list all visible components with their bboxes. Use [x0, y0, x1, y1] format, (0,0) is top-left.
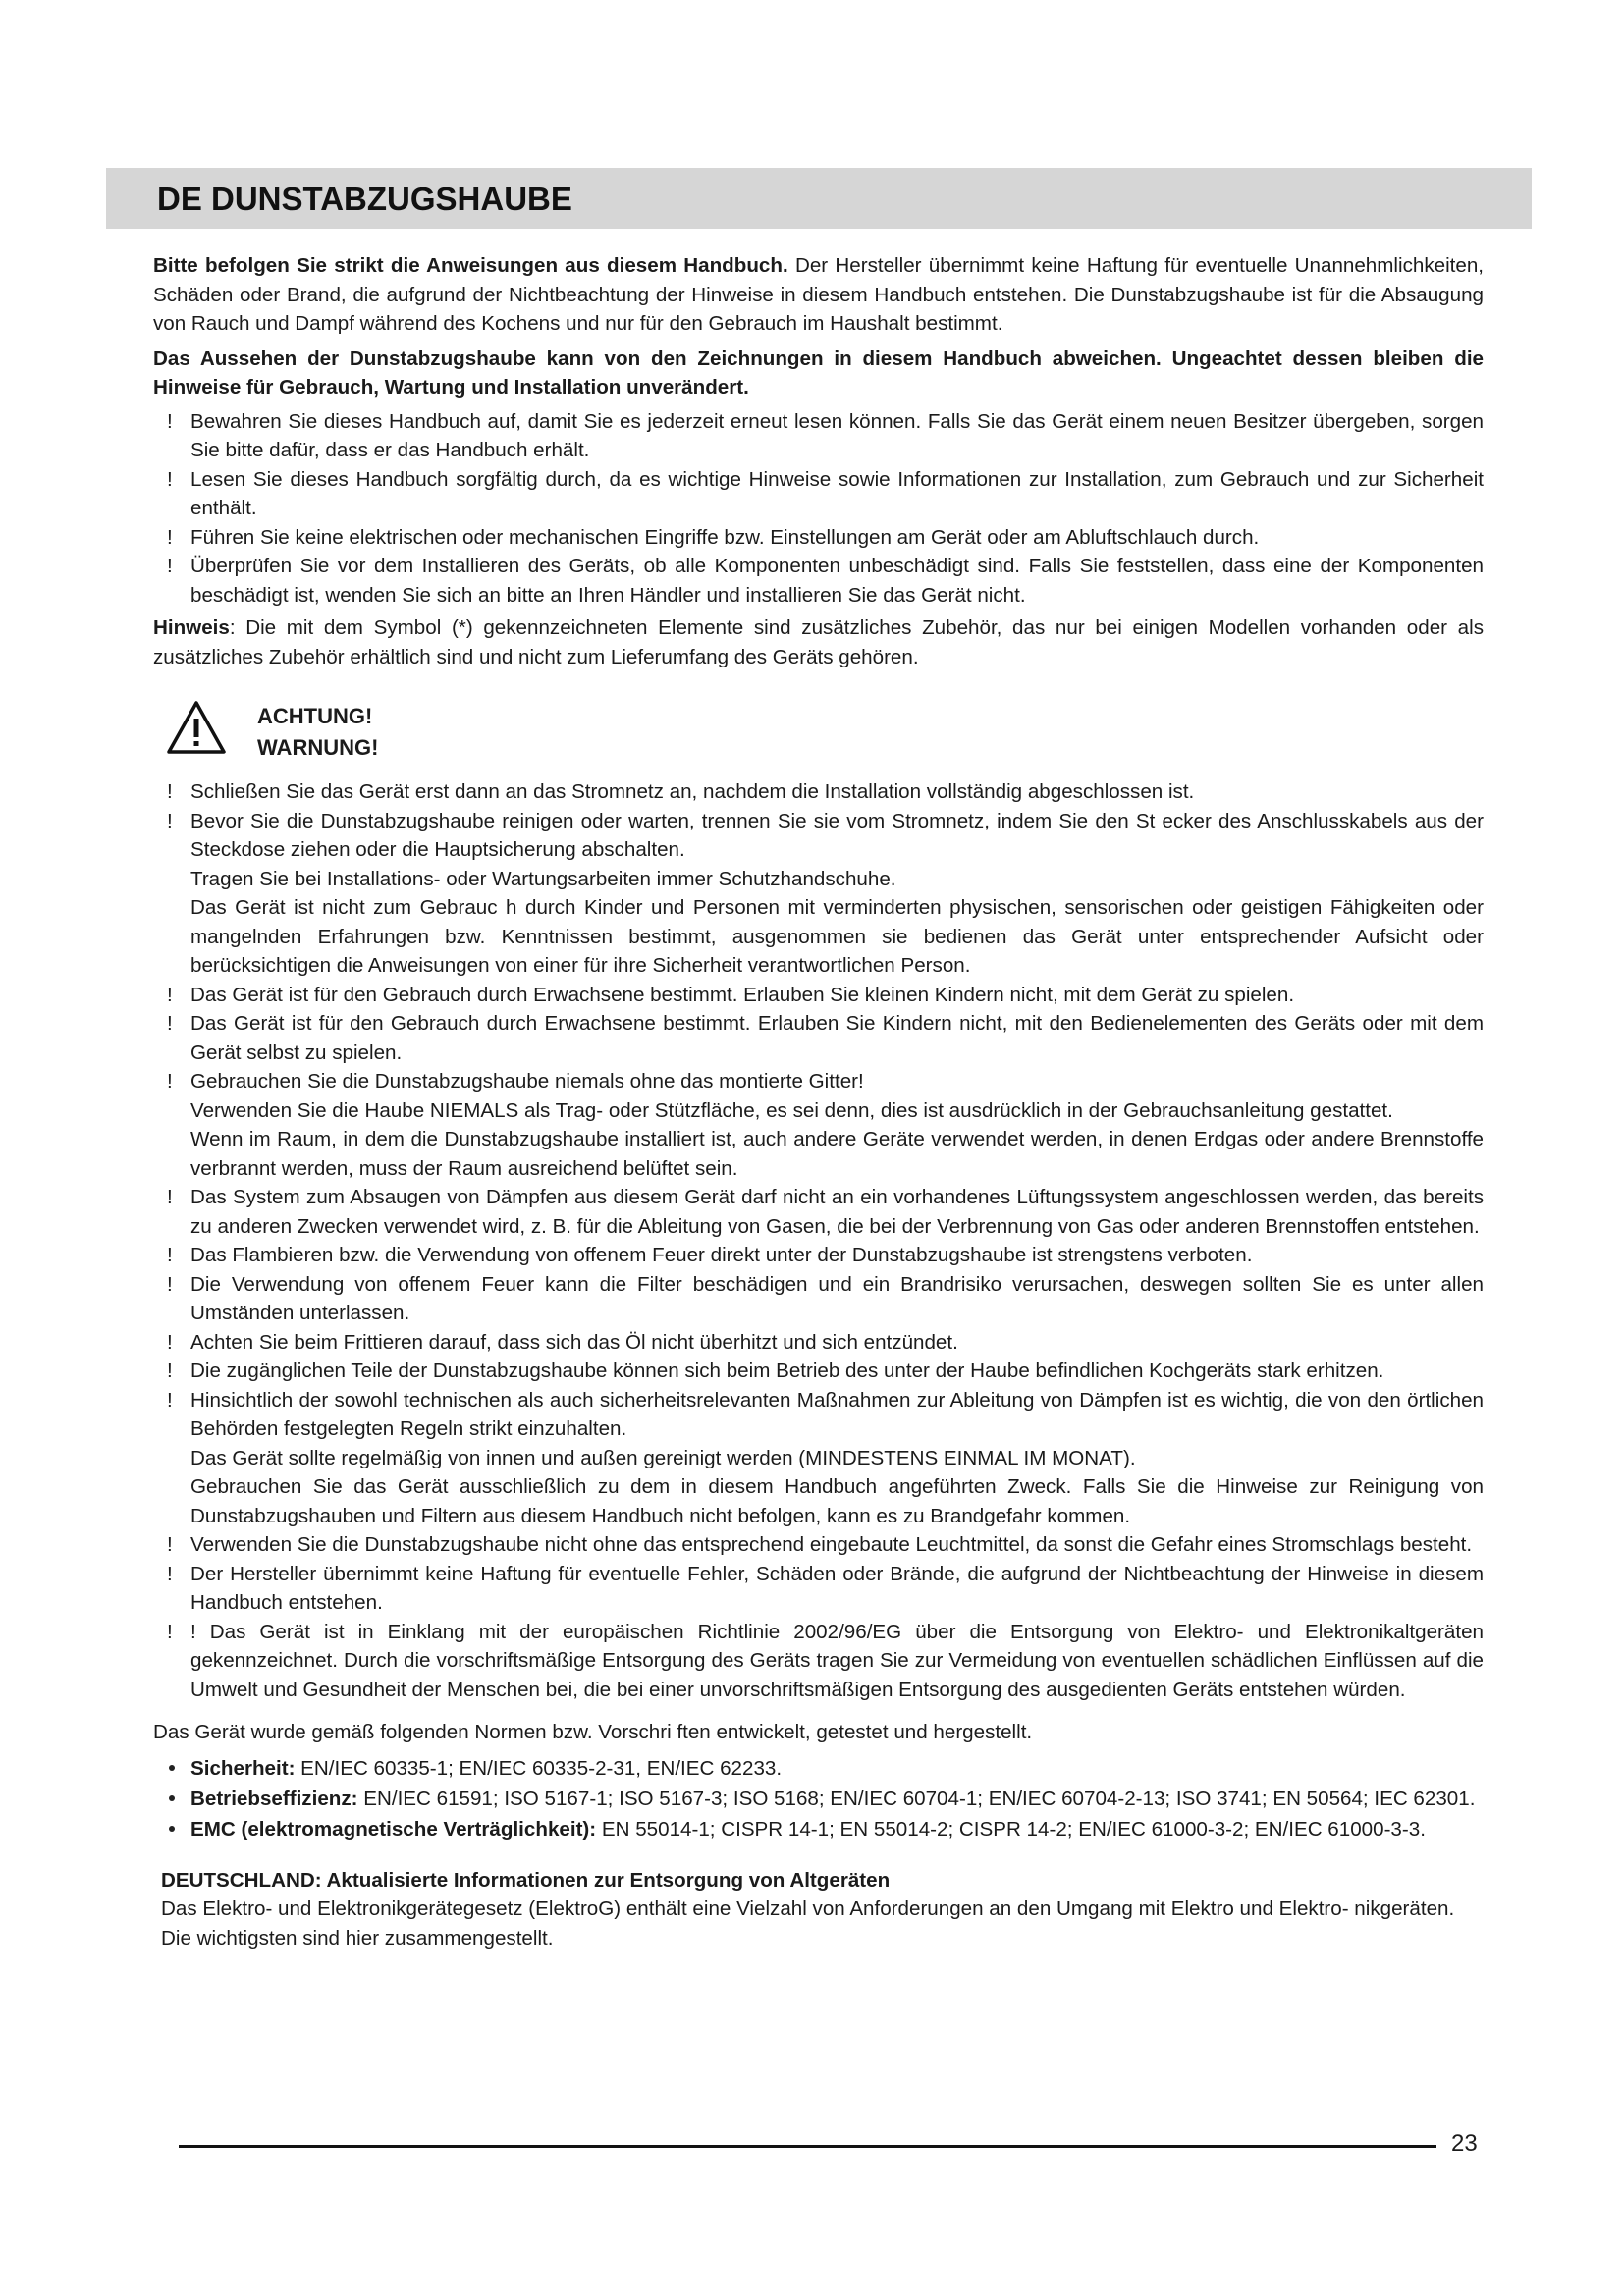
norm-text: EN/IEC 60335-1; EN/IEC 60335-2-31, EN/IEC 62233.: [295, 1756, 783, 1780]
list-item: ! Das Gerät ist für den Gebrauch durch Erwachsene bestimmt. Erlauben Sie Kindern nicht, mit den Bedienelementen des Geräts oder mit dem Gerät selbst zu spielen.: [153, 1009, 1484, 1067]
warning-list: [153, 981, 1484, 1096]
list-item: ! Die Verwendung von offenem Feuer kann die Filter beschädigen und ein Brandrisiko verursachen, deswegen sollten Sie es unter allen Umständen unterlassen.: [153, 1270, 1484, 1328]
plain-paragraph: Gebrauchen Sie das Gerät ausschließlich zu dem in diesem Handbuch angeführten Zweck. Falls Sie die Hinweise zur Reinigung von Dunstabzugshauben und Filtern aus diesem Handbuch nicht befolgen, kann es zu Brandgefahr kommen.: [190, 1475, 1484, 1527]
warning-label-achtung: ACHTUNG!: [257, 704, 373, 728]
list-item: ! Das Flambieren bzw. die Verwendung von offenem Feuer direkt unter der Dunstabzugshaube ist strengstens verboten.: [153, 1241, 1484, 1270]
exclamation-marker: !: [167, 1186, 173, 1208]
list-item: ! Bewahren Sie dieses Handbuch auf, damit Sie es jederzeit erneut lesen können. Falls Sie das Gerät einem neuen Besitzer übergeben, sorgen Sie bitte dafür, dass er das Handbuch erhält.: [153, 407, 1484, 465]
germany-section: [153, 1866, 1484, 1953]
norm-label: EMC (elektromagnetische Verträglichkeit):: [190, 1817, 597, 1841]
list-item: ! Achten Sie beim Frittieren darauf, dass sich das Öl nicht überhitzt und sich entzündet.: [153, 1328, 1484, 1358]
intro-bullet-list: [153, 407, 1484, 611]
germany-line: Die wichtigsten sind hier zusammengestellt.: [161, 1926, 554, 1949]
germany-line: Das Elektro- und Elektronikgerätegesetz (ElektroG) enthält eine Vielzahl von Anforderungen an den Umgang mit Elektro und Elektro- nikgeräten.: [161, 1897, 1455, 1920]
norm-text: EN 55014-1; CISPR 14-1; EN 55014-2; CISPR 14-2; EN/IEC 61000-3-2; EN/IEC 61000-3-3.: [596, 1817, 1426, 1841]
intro-emphasis: Bitte befolgen Sie strikt die Anweisungen aus diesem Handbuch.: [153, 254, 788, 277]
exclamation-marker: !: [167, 1620, 173, 1643]
note-text: : Die mit dem Symbol (*) gekennzeichneten Elemente sind zusätzliches Zubehör, das nur bei einigen Modellen vorhanden oder als zusätzliches Zubehör erhältlich sind und nicht zum Lieferumfang des Geräts gehören.: [153, 616, 1484, 668]
norm-label: Sicherheit:: [190, 1756, 296, 1780]
warning-triangle-icon: [165, 699, 228, 756]
note-paragraph: [153, 614, 1484, 671]
list-item: ! Überprüfen Sie vor dem Installieren des Geräts, ob alle Komponenten unbeschädigt sind. Falls Sie feststellen, dass eine der Komponenten beschädigt ist, wenden Sie sich an bitte an Ihren Händler und installieren Sie das Gerät nicht.: [153, 552, 1484, 610]
norms-intro: Das Gerät wurde gemäß folgenden Normen bzw. Vorschri ften entwickelt, getestet und hergestellt.: [153, 1721, 1033, 1743]
exclamation-marker: !: [167, 1562, 173, 1585]
page-number: 23: [1451, 2130, 1478, 2157]
warning-list: [153, 777, 1484, 865]
list-item: ! Verwenden Sie die Dunstabzugshaube nicht ohne das entsprechend eingebaute Leuchtmittel, da sonst die Gefahr eines Stromschlags besteht.: [153, 1530, 1484, 1560]
plain-paragraph: Tragen Sie bei Installations- oder Wartungsarbeiten immer Schutzhandschuhe.: [190, 867, 896, 890]
exclamation-marker: !: [167, 1070, 173, 1093]
page-title: DE DUNSTABZUGSHAUBE: [157, 181, 572, 217]
plain-paragraph: Das Gerät ist nicht zum Gebrauc h durch Kinder und Personen mit verminderten physischen, sensorischen oder geistigen Fähigkeiten oder mangelnden Erfahrungen bzw. Kenntnissen bestimmt, ausgenommen sie bedienen das Gerät unter entsprechender Aufsicht oder berücksichtigen die Anweisungen von einer für ihre Sicherheit verantwortlichen Person.: [190, 896, 1484, 977]
exclamation-marker: !: [167, 525, 173, 549]
document-body: [153, 251, 1484, 1952]
norms-list: [153, 1753, 1484, 1844]
list-item: ! Der Hersteller übernimmt keine Haftung für eventuelle Fehler, Schäden oder Brände, die aufgrund der Nichtbeachtung der Hinweise in diesem Handbuch entstehen.: [153, 1560, 1484, 1618]
norm-item: [153, 1814, 1484, 1844]
norm-item: [153, 1784, 1484, 1814]
norm-label: Betriebseffizienz:: [190, 1787, 358, 1810]
plain-paragraph: Wenn im Raum, in dem die Dunstabzugshaube installiert ist, auch andere Geräte verwendet werden, in denen Erdgas oder andere Brennstoffe verbrannt werden, muss der Raum ausreichend belüftet sein.: [190, 1128, 1484, 1180]
list-item: ! Das System zum Absaugen von Dämpfen aus diesem Gerät darf nicht an ein vorhandenes Lüftungssystem angeschlossen werden, das bereits zu anderen Zwecken verwendet wird, z. B. für die Ableitung von Gasen, die bei der Verbrennung von Gas oder anderen Brennstoffen entstehen.: [153, 1183, 1484, 1241]
warning-list: [153, 1530, 1484, 1704]
intro-paragraph: [153, 251, 1484, 339]
bullet-dot-icon: [169, 1826, 175, 1832]
exclamation-marker: !: [167, 555, 173, 577]
list-item: ! Schließen Sie das Gerät erst dann an das Stromnetz an, nachdem die Installation vollständig abgeschlossen ist.: [153, 777, 1484, 807]
exclamation-marker: !: [167, 1244, 173, 1266]
list-item: ! Gebrauchen Sie die Dunstabzugshaube niemals ohne das montierte Gitter!: [153, 1067, 1484, 1096]
exclamation-marker: !: [167, 1533, 173, 1556]
note-label: Hinweis: [153, 616, 230, 639]
plain-paragraph: Das Gerät sollte regelmäßig von innen und außen gereinigt werden (MINDESTENS EINMAL IM MONAT).: [190, 1446, 1136, 1469]
intro-text: Der Hersteller übernimmt keine Haftung für eventuelle Unannehmlichkeiten, Schäden oder Brand, die aufgrund der Nichtbeachtung der Hinweise in diesem Handbuch entstehen. Die Dunstabzugshaube ist für die Absaugung von Rauch und Dampf während des Kochens und nur für den Gebrauch im Haushalt bestimmt.: [153, 254, 1484, 335]
plain-paragraph: Verwenden Sie die Haube NIEMALS als Trag- oder Stützfläche, es sei denn, dies ist ausdrücklich in der Gebrauchsanleitung gestattet.: [190, 1098, 1393, 1122]
warning-label-warnung: WARNUNG!: [257, 735, 379, 760]
exclamation-marker: !: [167, 1012, 173, 1035]
exclamation-marker: !: [167, 809, 173, 832]
list-item: ! Führen Sie keine elektrischen oder mechanischen Eingriffe bzw. Einstellungen am Gerät oder am Abluftschlauch durch.: [153, 523, 1484, 553]
footer-rule: [179, 2145, 1436, 2148]
norm-text: EN/IEC 61591; ISO 5167-1; ISO 5167-3; ISO 5168; EN/IEC 60704-1; EN/IEC 60704-2-13; ISO 3741; EN 50564; IEC 62301.: [357, 1787, 1476, 1810]
warning-labels: [257, 701, 378, 764]
exclamation-marker: !: [167, 983, 173, 1006]
list-item: ! Bevor Sie die Dunstabzugshaube reinigen oder warten, trennen Sie sie vom Stromnetz, indem Sie den St ecker des Anschlusskabels aus der Steckdose ziehen oder die Hauptsicherung abschalten.: [153, 807, 1484, 865]
list-item: ! Die zugänglichen Teile der Dunstabzugshaube können sich beim Betrieb des unter der Haube befindlichen Kochgeräts stark erhitzen.: [153, 1357, 1484, 1386]
exclamation-marker: !: [167, 467, 173, 491]
warning-heading: [153, 693, 1484, 777]
exclamation-marker: !: [167, 1330, 173, 1354]
list-item: ! Hinsichtlich der sowohl technischen als auch sicherheitsrelevanten Maßnahmen zur Ableitung von Dämpfen ist es wichtig, die von den örtlichen Behörden festgelegten Regeln strikt einzuhalten.: [153, 1386, 1484, 1444]
appearance-paragraph: Das Aussehen der Dunstabzugshaube kann von den Zeichnungen in diesem Handbuch abweichen. Ungeachtet dessen bleiben die Hinweise für Gebrauch, Wartung und Installation unverändert.: [153, 347, 1484, 399]
list-item: ! ! Das Gerät ist in Einklang mit der europäischen Richtlinie 2002/96/EG über die Entsorgung von Elektro- und Elektronikaltgeräten gekennzeichnet. Durch die vorschriftsmäßige Entsorgung des Geräts tragen Sie zur Vermeidung von eventuellen schädlichen Einflüssen auf die Umwelt und Gesundheit der Menschen bei, die bei einer unvorschriftsmäßigen Entsorgung des ausgedienten Geräts entstehen würden.: [153, 1618, 1484, 1705]
exclamation-marker: !: [167, 409, 173, 433]
bullet-dot-icon: [169, 1795, 175, 1801]
exclamation-marker: !: [167, 1388, 173, 1412]
list-item: ! Lesen Sie dieses Handbuch sorgfältig durch, da es wichtige Hinweise sowie Informationen zur Installation, zum Gebrauch und zur Sicherheit enthält.: [153, 465, 1484, 523]
exclamation-marker: !: [167, 780, 173, 803]
exclamation-marker: !: [167, 1272, 173, 1296]
norm-item: [153, 1753, 1484, 1784]
list-item: ! Das Gerät ist für den Gebrauch durch Erwachsene bestimmt. Erlauben Sie kleinen Kindern nicht, mit dem Gerät zu spielen.: [153, 981, 1484, 1010]
section-header: [106, 168, 1532, 229]
exclamation-marker: !: [167, 1360, 173, 1382]
warning-list: [153, 1183, 1484, 1444]
bullet-dot-icon: [169, 1765, 175, 1771]
germany-heading: DEUTSCHLAND: Aktualisierte Informationen zur Entsorgung von Altgeräten: [161, 1868, 891, 1892]
